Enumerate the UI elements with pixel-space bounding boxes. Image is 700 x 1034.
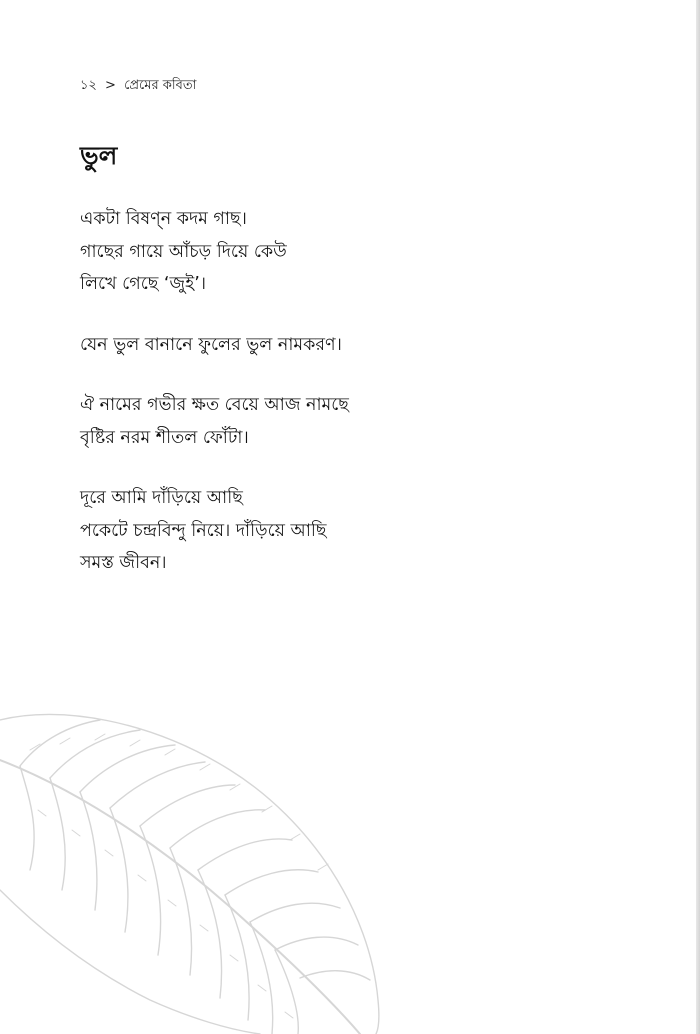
poem-line: যেন ভুল বানানে ফুলের ভুল নামকরণ।	[80, 334, 342, 355]
poem-line: লিখে গেছে ‘জুই’।	[80, 274, 207, 294]
leaf-midrib	[0, 760, 360, 1034]
stanza-3	[80, 389, 640, 454]
poem-line: বৃষ্টির নরম শীতল ফোঁটা।	[80, 427, 249, 448]
stanza-1	[80, 203, 640, 301]
poem-line: পকেটে চন্দ্রবিন্দু নিয়ে। দাঁড়িয়ে আছি	[80, 520, 327, 541]
running-header	[80, 76, 200, 97]
header-separator: >	[105, 78, 116, 93]
leaf-illustration	[0, 700, 400, 1034]
stanza-2	[80, 329, 640, 362]
poem-title: ভুল	[80, 141, 118, 170]
book-title: প্রেমের কবিতা	[124, 78, 197, 93]
stanza-4	[80, 482, 640, 580]
page-number: ১২	[80, 78, 97, 93]
poem-line: সমস্ত জীবন।	[80, 553, 167, 573]
poem-body	[80, 203, 640, 608]
page-edge	[696, 0, 700, 1034]
poem-line: গাছের গায়ে আঁচড় দিয়ে কেউ	[80, 241, 287, 262]
poem-line: একটা বিষণ্ন কদম গাছ।	[80, 209, 247, 229]
poem-line: ঐ নামের গভীর ক্ষত বেয়ে আজ নামছে	[80, 395, 349, 415]
poem-line: দূরে আমি দাঁড়িয়ে আছি	[80, 488, 243, 508]
